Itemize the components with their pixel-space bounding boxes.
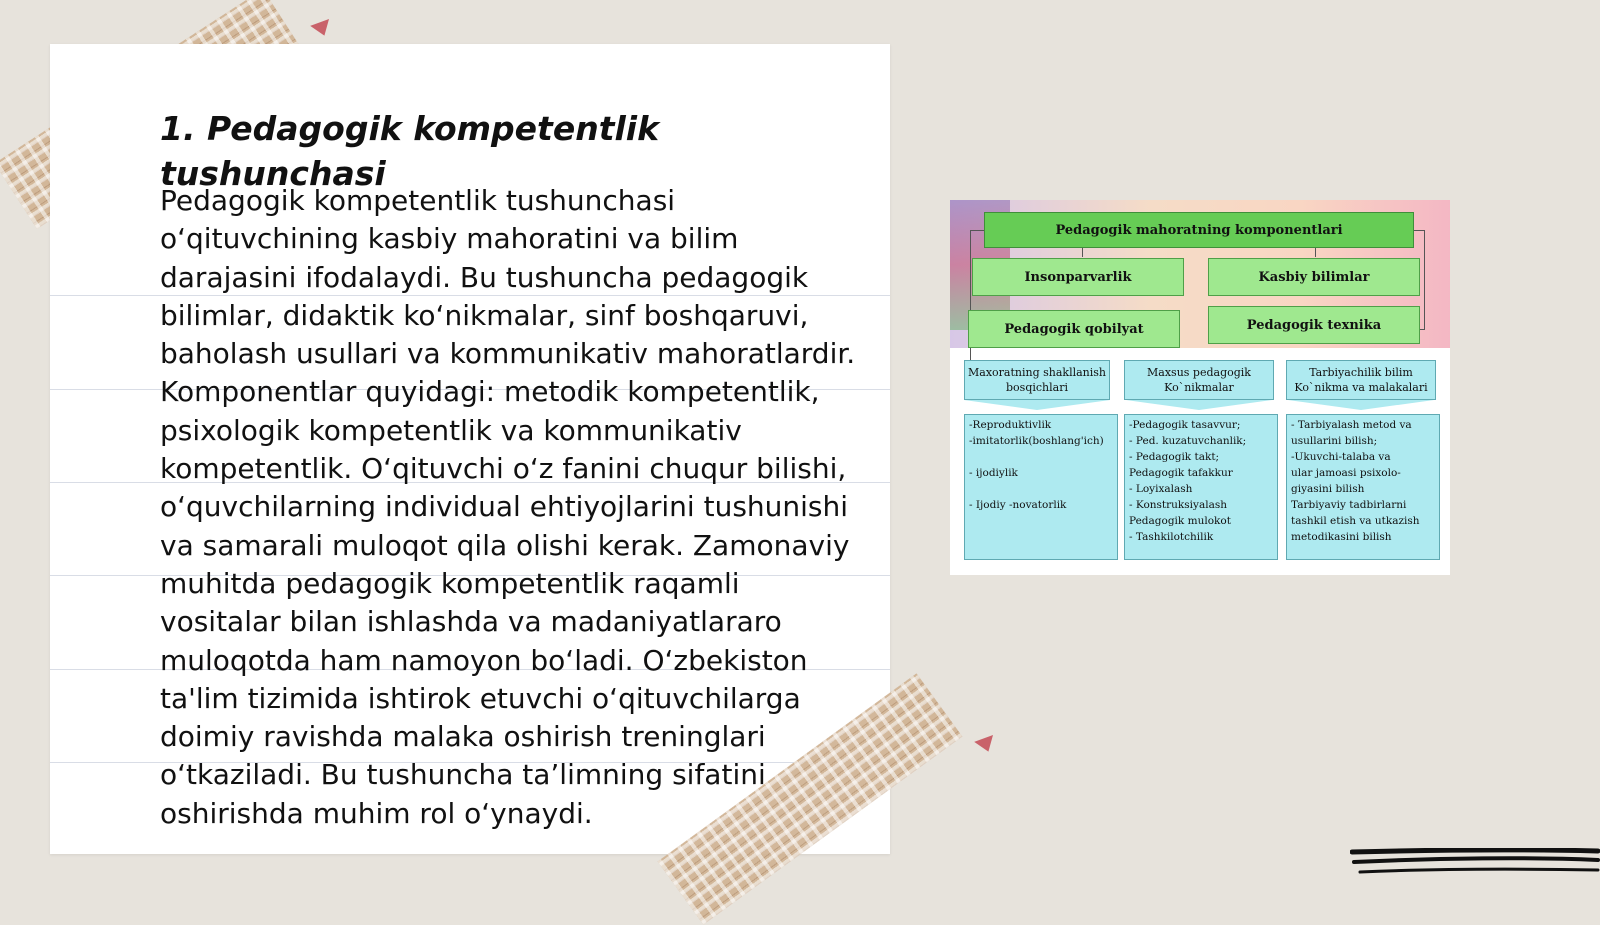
components-diagram xyxy=(950,200,1450,575)
diagram-column-list: -Pedagogik tasavvur; - Ped. kuzatuvchanlik; - Pedagogik takt; Pedagogik tafakkur - Loyixalash - Konstruksiyalash Pedagogik mulokot - Tashkilotchilik xyxy=(1124,414,1278,560)
chevron-down-icon xyxy=(1288,400,1434,410)
diagram-box-kasbiy-bilimlar: Kasbiy bilimlar xyxy=(1208,258,1420,296)
diagram-header-box: Pedagogik mahoratning komponentlari xyxy=(984,212,1414,248)
pin-icon xyxy=(974,735,998,755)
chevron-down-icon xyxy=(1126,400,1272,410)
marker-scribble xyxy=(1350,848,1600,888)
diagram-column-header: Maxoratning shakllanish bosqichlari xyxy=(964,360,1110,400)
diagram-column-header: Tarbiyachilik bilim Ko`nikma va malakalari xyxy=(1286,360,1436,400)
diagram-box-pedagogik-texnika: Pedagogik texnika xyxy=(1208,306,1420,344)
diagram-column-header: Maxsus pedagogik Ko`nikmalar xyxy=(1124,360,1274,400)
note-paper xyxy=(50,44,890,854)
connector-line xyxy=(1414,230,1424,231)
connector-line xyxy=(1424,230,1425,330)
diagram-box-pedagogik-qobilyat: Pedagogik qobilyat xyxy=(968,310,1180,348)
diagram-box-insonparvarlik: Insonparvarlik xyxy=(972,258,1184,296)
diagram-column-list: -Reproduktivlik -imitatorlik(boshlang'ich) - ijodiylik - Ijodiy -novatorlik xyxy=(964,414,1118,560)
slide-body-text: Pedagogik kompetentlik tushunchasi o‘qituvchining kasbiy mahoratini va bilim darajasini ifodalaydi. Bu tushuncha pedagogik bilimlar, didaktik ko‘nikmalar, sinf boshqaruvi, baholash usullari va kommunikativ mahoratlardir. Komponentlar quyidagi: metodik kompetentlik, psixologik kompetentlik va kommunikativ kompetentlik. O‘qituvchi o‘z fanini chuqur bilishi, o‘quvchilarning individual ehtiyojlarini tushunishi va samarali muloqot qila olishi kerak. Zamonaviy muhitda pedagogik kompetentlik raqamli vositalar bilan ishlashda va madaniyatlararo muloqotda ham namoyon bo‘ladi. O‘zbekiston ta'lim tizimida ishtirok etuvchi o‘qituvchilarga doimiy ravishda malaka oshirish treninglari o‘tkaziladi. Bu tushuncha ta’limning sifatini oshirishda muhim rol o‘ynaydi. xyxy=(160,184,856,830)
pin-icon xyxy=(310,19,334,39)
slide-title: 1. Pedagogik kompetentlik tushunchasi xyxy=(160,109,660,193)
connector-line xyxy=(1082,248,1083,257)
connector-line xyxy=(970,230,984,231)
chevron-down-icon xyxy=(964,400,1110,410)
diagram-column-list: - Tarbiyalash metod va usullarini bilish; -Ukuvchi-talaba va ular jamoasi psixolo- giyasini bilish Tarbiyaviy tadbirlarni tashkil etish va utkazish metodikasini bilish xyxy=(1286,414,1440,560)
connector-line xyxy=(1315,248,1316,257)
